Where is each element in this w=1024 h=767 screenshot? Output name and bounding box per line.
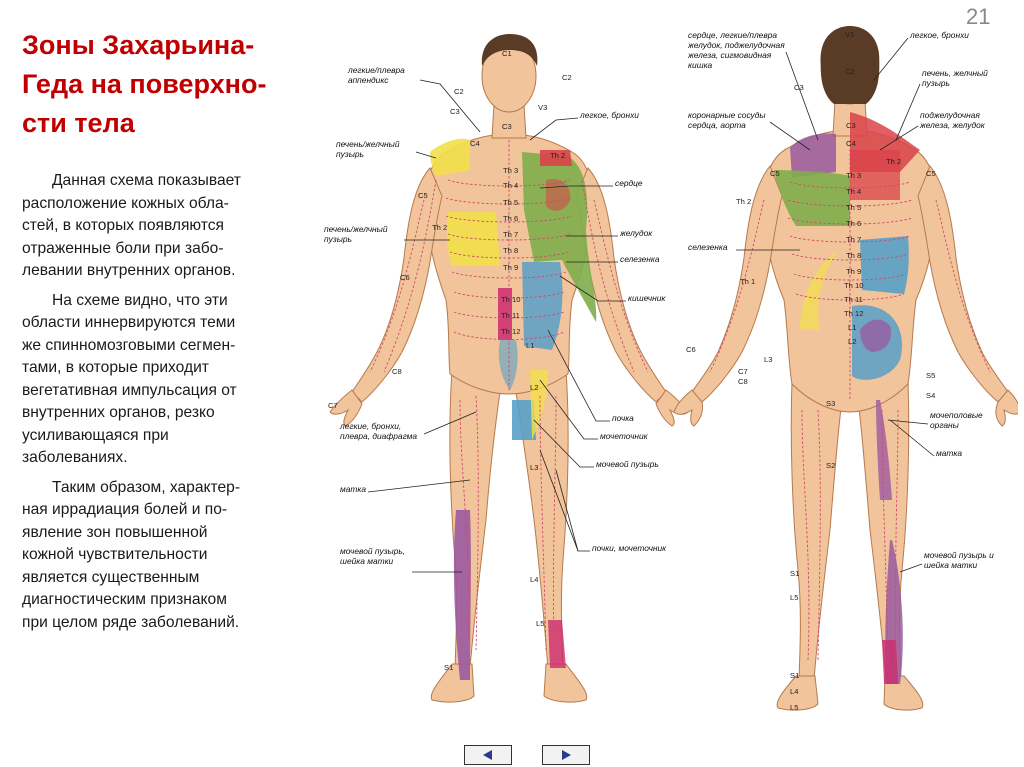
label-back-coronary: сердца, аорта [688,120,746,130]
seg-label: L1 [526,341,535,350]
label-back-top-list: кишка [688,60,713,70]
seg-label: L5 [790,593,799,602]
label-lungs-diaphragm: плевра, диафрагма [340,431,418,441]
text-line: заболеваниях. [22,449,128,466]
seg-label: V3 [538,103,548,112]
text-line: усиливающаяся при [22,426,169,444]
title-line: Геда на поверхно- [22,69,267,99]
label-lungs-diaphragm: легкие, бронхи, [340,421,402,431]
text-line: отраженные боли при забо- [22,239,224,257]
text-line: тами, в которые приходит [22,359,209,376]
seg-label: Th 4 [846,187,862,196]
seg-label: S3 [826,399,836,408]
title-line: сти тела [22,108,135,138]
seg-label: L5 [790,703,799,712]
seg-label: L3 [530,463,539,472]
slide-number: 21 [966,4,991,29]
seg-label: V1 [845,30,855,39]
text-line: расположение кожных обла- [22,194,229,212]
seg-label: S1 [444,663,454,672]
label-back-bladder-cervix: шейка матки [924,560,978,570]
seg-label: C5 [770,169,780,178]
slide-navigation [0,740,1024,767]
seg-label: Th 1 [740,277,756,286]
seg-label: C1 [502,49,512,58]
text-line: Данная схема показывает [52,172,241,189]
seg-label: C7 [738,367,748,376]
seg-label: Th 5 [846,203,862,212]
text-line: стей, в которых появляются [22,217,224,234]
text-line: кожной чувствительности [22,546,208,563]
seg-label: L4 [530,575,539,584]
label-back-genital: мочеполовые [930,410,983,420]
label-back-top-list: желудок, поджелудочная [688,40,785,50]
label-back-pancreas: поджелудочная [920,110,980,120]
dermatome-figure [318,10,1018,732]
label-liver-gallbladder: печень/желчный [336,139,400,149]
triangle-left-icon [480,749,496,761]
label-back-top-list: железа, сигмовидная [688,50,772,60]
label-back-liver: печень, желчный [922,68,988,78]
label-back-spleen: селезенка [688,242,728,252]
seg-label: Th 10 [501,295,521,304]
label-lungs-appendix: легкие/плевра [348,65,405,75]
seg-label: L2 [530,383,539,392]
body-text [22,170,314,641]
text-line: при целом ряде заболеваний. [22,613,240,631]
seg-label: Th 9 [503,263,519,272]
seg-label: C2 [454,87,464,96]
label-stomach: желудок [620,228,653,238]
seg-label: Th 3 [503,166,519,175]
label-spleen: селезенка [620,254,660,264]
seg-label: Th 2 [886,157,902,166]
seg-label: Th 7 [503,230,519,239]
seg-label: C3 [846,121,856,130]
text-line: является существенным [22,568,200,586]
text-line: области иннервируются теми [22,314,236,331]
seg-label: Th 10 [844,281,864,290]
seg-label: C6 [686,345,696,354]
seg-label: L5 [536,619,545,628]
seg-label: Th 12 [844,309,864,318]
label-back-lung-bronchi: легкое, бронхи [910,30,969,40]
label-liver-gallbladder: пузырь [336,149,364,159]
seg-label: Th 2 [736,197,752,206]
label-kidneys-ureter: почки, мочеточник [592,543,667,553]
label-lungs-appendix: аппендикс [348,75,389,85]
seg-label: S1 [790,671,800,680]
previous-slide-button[interactable] [464,745,512,765]
label-kidney: почка [612,413,634,423]
seg-label: C2 [562,73,572,82]
triangle-right-icon [558,749,574,761]
seg-label: Th 11 [844,295,863,304]
seg-label: C3 [450,107,460,116]
seg-label: Th 6 [503,214,519,223]
seg-label: Th 5 [503,198,519,207]
seg-label: C5 [926,169,936,178]
text-line: явление зон повышенной [22,523,208,541]
label-intestine: кишечник [628,293,666,303]
seg-label: C3 [502,122,512,131]
text-line: же спинномозговыми сегмен- [22,336,236,354]
paragraph-1 [22,170,314,283]
seg-label: C4 [846,139,856,148]
seg-label: L2 [848,337,857,346]
seg-label: S4 [926,391,936,400]
seg-label: C2 [845,67,855,76]
text-line: диагностическим признаком [22,591,227,608]
seg-label: S2 [826,461,836,470]
seg-label: L1 [848,323,857,332]
label-lung-bronchi: легкое, бронхи [580,110,639,120]
seg-label: C5 [418,191,428,200]
label-heart: сердце [615,178,643,188]
seg-label: Th 8 [503,246,519,255]
text-line: внутренних органов, резко [22,404,215,421]
label-liver-gallbladder-2: пузырь [324,234,352,244]
label-bladder-cervix: мочевой пузырь, [340,546,406,556]
title-line: Зоны Захарьина- [22,30,255,60]
seg-label: Th 9 [846,267,862,276]
seg-label: Th 2 [432,223,448,232]
label-bladder-cervix: шейка матки [340,556,394,566]
label-ureter: мочеточник [600,431,648,441]
seg-label: S1 [790,569,800,578]
text-line: левании внутренних органов. [22,262,236,279]
seg-label: Th 3 [846,171,862,180]
label-back-uterus: матка [936,448,962,458]
seg-label: C8 [392,367,402,376]
paragraph-2 [22,290,314,470]
seg-label: Th 4 [503,181,519,190]
text-line: ная иррадиация болей и по- [22,501,228,518]
label-back-liver: пузырь [922,78,950,88]
seg-label: S5 [926,371,936,380]
seg-label: L4 [790,687,799,696]
seg-label: Th 8 [846,251,862,260]
label-back-top-list: сердце, легкие/плевра [688,30,778,40]
label-back-coronary: коронарные сосуды [688,110,766,120]
label-uterus: матка [340,484,366,494]
text-line: Таким образом, характер- [52,478,241,496]
seg-label: C8 [738,377,748,386]
seg-label: Th 12 [501,327,521,336]
paragraph-3 [22,477,314,635]
text-line: вегетативная импульсация от [22,381,237,399]
seg-label: C7 [328,401,338,410]
label-bladder: мочевой пузырь [596,459,659,469]
label-liver-gallbladder-2: печень/желчный [324,224,388,234]
seg-label: C6 [400,273,410,282]
slide-title [22,26,332,143]
label-back-bladder-cervix: мочевой пузырь и [924,550,994,560]
label-back-genital: органы [930,420,959,430]
seg-label: Th 11 [501,311,520,320]
text-line: На схеме видно, что эти [52,291,228,309]
seg-label: Th 2 [550,151,566,160]
seg-label: C3 [794,83,804,92]
front-body [330,34,688,702]
seg-label: C4 [470,139,480,148]
label-back-pancreas: железа, желудок [920,120,985,130]
seg-label: Th 6 [846,219,862,228]
next-slide-button[interactable] [542,745,590,765]
seg-label: L3 [764,355,773,364]
seg-label: Th 7 [846,235,862,244]
